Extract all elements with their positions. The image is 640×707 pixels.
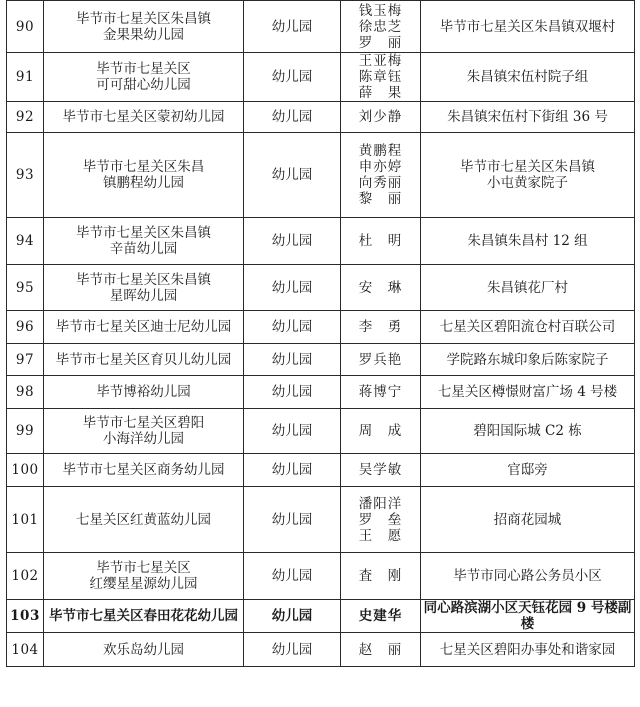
row-number-cell: 104 — [7, 633, 44, 667]
address-cell — [421, 409, 635, 454]
kindergarten-name-cell — [44, 454, 244, 487]
principal-name: 周 成 — [358, 423, 403, 439]
address-cell — [421, 218, 635, 265]
row-number-cell: 96 — [7, 311, 44, 344]
table-row — [7, 454, 635, 487]
address-cell — [421, 265, 635, 311]
school-type-cell: 幼儿园 — [244, 376, 341, 409]
principal-name: 史建华 — [358, 608, 403, 624]
row-number-cell: 94 — [7, 218, 44, 265]
kindergarten-name-line: 毕节市七星关区朱昌镇 — [76, 10, 211, 27]
principal-cell — [341, 454, 421, 487]
kindergarten-name-line: 毕节市七星关区朱昌镇 — [76, 225, 211, 241]
principal-cell — [341, 487, 421, 553]
kindergarten-name-line: 镇鹏程幼儿园 — [103, 175, 184, 191]
kindergarten-name-line: 毕节市七星关区育贝儿幼儿园 — [55, 351, 232, 368]
kindergarten-name-cell — [44, 553, 244, 600]
principal-name: 罗 垒 — [358, 511, 403, 528]
address-line: 官邸旁 — [507, 462, 548, 478]
school-type-cell: 幼儿园 — [244, 102, 341, 133]
kindergarten-name-line: 毕节市七星关区 — [96, 61, 191, 77]
address-line: 碧阳国际城 C2 栋 — [473, 423, 582, 439]
principal-cell — [341, 133, 421, 218]
school-type-cell: 幼儿园 — [244, 53, 341, 102]
table-row — [7, 1, 635, 53]
principal-name: 向秀丽 — [358, 175, 403, 191]
address-cell — [421, 311, 635, 344]
kindergarten-name-line: 可可甜心幼儿园 — [96, 77, 191, 93]
address-line: 毕节市七星关区朱昌镇 — [460, 159, 595, 175]
address-line: 朱昌镇朱昌村 12 组 — [467, 233, 588, 249]
kindergarten-name-line: 金果果幼儿园 — [103, 26, 184, 43]
kindergarten-name-cell — [44, 1, 244, 53]
principal-name: 薛 果 — [358, 85, 403, 101]
principal-cell — [341, 311, 421, 344]
principal-name: 王亚梅 — [358, 53, 403, 69]
kindergarten-name-line: 毕节市七星关区 — [96, 560, 191, 576]
principal-cell — [341, 409, 421, 454]
row-number-cell: 101 — [7, 487, 44, 553]
table-row — [7, 344, 635, 376]
address-line: 七星关区碧阳办事处和谐家园 — [439, 641, 616, 658]
principal-cell — [341, 344, 421, 376]
address-cell — [421, 344, 635, 376]
kindergarten-name-cell — [44, 487, 244, 553]
address-line: 同心路滨湖小区天钰花园 9 号楼副楼 — [423, 600, 632, 632]
row-number-cell: 98 — [7, 376, 44, 409]
kindergarten-name-cell — [44, 376, 244, 409]
kindergarten-name-line: 星晖幼儿园 — [109, 287, 178, 304]
row-number-cell: 91 — [7, 53, 44, 102]
table-row — [7, 218, 635, 265]
kindergarten-name-cell — [44, 344, 244, 376]
address-line: 七星关区碧阳流仓村百联公司 — [439, 319, 616, 335]
principal-cell — [341, 102, 421, 133]
kindergarten-name-cell — [44, 133, 244, 218]
school-type-cell: 幼儿园 — [244, 311, 341, 344]
row-number-cell: 103 — [7, 600, 44, 633]
principal-name: 査 刚 — [358, 568, 403, 584]
school-type-cell: 幼儿园 — [244, 553, 341, 600]
address-line: 七星关区樽憬财富广场 4 号楼 — [437, 384, 618, 400]
kindergarten-name-line: 毕节市七星关区碧阳 — [82, 415, 205, 431]
kindergarten-name-line: 毕节市七星关区朱昌 — [82, 159, 205, 175]
principal-cell — [341, 1, 421, 53]
row-number-cell: 95 — [7, 265, 44, 311]
table-row — [7, 133, 635, 218]
address-line: 毕节市同心路公务员小区 — [453, 568, 602, 584]
school-type-cell: 幼儿园 — [244, 1, 341, 53]
address-cell — [421, 53, 635, 102]
kindergarten-name-cell — [44, 311, 244, 344]
table-row — [7, 102, 635, 133]
row-number-cell: 90 — [7, 1, 44, 53]
kindergarten-name-line: 毕节市七星关区春田花花幼儿园 — [49, 608, 238, 624]
principal-name: 蒋博宁 — [358, 384, 403, 400]
address-line: 招商花园城 — [493, 511, 562, 528]
row-number-cell: 97 — [7, 344, 44, 376]
principal-name: 刘少静 — [358, 109, 403, 125]
kindergarten-name-line: 七星关区红黄蓝幼儿园 — [76, 511, 211, 528]
kindergarten-name-line: 毕节市七星关区蒙初幼儿园 — [62, 109, 225, 125]
row-number-cell: 99 — [7, 409, 44, 454]
principal-cell — [341, 553, 421, 600]
principal-cell — [341, 600, 421, 633]
principal-name: 李 勇 — [358, 319, 403, 335]
table-row — [7, 633, 635, 667]
address-cell — [421, 600, 635, 633]
principal-name: 潘阳洋 — [358, 495, 403, 512]
principal-name: 陈章钰 — [358, 69, 403, 85]
address-cell — [421, 133, 635, 218]
table-row — [7, 600, 635, 633]
kindergarten-name-line: 毕节市七星关区朱昌镇 — [76, 271, 211, 288]
principal-cell — [341, 633, 421, 667]
school-type-cell: 幼儿园 — [244, 409, 341, 454]
kindergarten-name-line: 欢乐岛幼儿园 — [103, 641, 184, 658]
kindergarten-name-cell — [44, 53, 244, 102]
kindergarten-table — [6, 0, 635, 667]
address-cell — [421, 487, 635, 553]
table-row — [7, 53, 635, 102]
principal-cell — [341, 53, 421, 102]
address-cell — [421, 376, 635, 409]
address-cell — [421, 102, 635, 133]
row-number-cell: 100 — [7, 454, 44, 487]
principal-cell — [341, 376, 421, 409]
school-type-cell: 幼儿园 — [244, 600, 341, 633]
principal-name: 安 琳 — [358, 279, 403, 296]
principal-name: 徐忠芝 — [358, 18, 403, 35]
kindergarten-name-line: 红缨星星源幼儿园 — [89, 576, 198, 592]
address-cell — [421, 553, 635, 600]
table-row — [7, 409, 635, 454]
school-type-cell: 幼儿园 — [244, 218, 341, 265]
school-type-cell: 幼儿园 — [244, 133, 341, 218]
school-type-cell: 幼儿园 — [244, 633, 341, 667]
kindergarten-name-cell — [44, 218, 244, 265]
row-number-cell: 92 — [7, 102, 44, 133]
school-type-cell: 幼儿园 — [244, 454, 341, 487]
row-number-cell: 93 — [7, 133, 44, 218]
principal-cell — [341, 265, 421, 311]
kindergarten-name-line: 小海洋幼儿园 — [103, 431, 184, 447]
address-line: 朱昌镇宋伍村院子组 — [466, 69, 589, 85]
principal-name: 钱玉梅 — [358, 2, 403, 19]
school-type-cell: 幼儿园 — [244, 265, 341, 311]
table-row — [7, 265, 635, 311]
table-row — [7, 311, 635, 344]
principal-name: 罗兵艳 — [358, 351, 403, 368]
school-type-cell: 幼儿园 — [244, 487, 341, 553]
kindergarten-name-cell — [44, 409, 244, 454]
address-line: 朱昌镇宋伍村下街组 36 号 — [447, 109, 608, 125]
principal-name: 罗 丽 — [358, 34, 403, 51]
principal-cell — [341, 218, 421, 265]
kindergarten-name-cell — [44, 102, 244, 133]
principal-name: 黎 丽 — [358, 191, 403, 207]
principal-name: 赵 丽 — [358, 641, 403, 658]
table-row — [7, 487, 635, 553]
address-line: 小屯黄家院子 — [487, 175, 568, 191]
kindergarten-name-cell — [44, 265, 244, 311]
kindergarten-name-line: 毕节市七星关区商务幼儿园 — [62, 462, 225, 478]
table-row — [7, 376, 635, 409]
address-cell — [421, 633, 635, 667]
address-cell — [421, 454, 635, 487]
table-row — [7, 553, 635, 600]
principal-name: 吴学敏 — [358, 462, 403, 478]
address-line: 毕节市七星关区朱昌镇双堰村 — [439, 18, 616, 35]
kindergarten-name-cell — [44, 633, 244, 667]
address-line: 学院路东城印象后陈家院子 — [446, 351, 609, 368]
kindergarten-name-cell — [44, 600, 244, 633]
kindergarten-name-line: 辛苗幼儿园 — [109, 241, 178, 257]
principal-name: 申亦婷 — [358, 159, 403, 175]
kindergarten-name-line: 毕节市七星关区迪士尼幼儿园 — [55, 319, 232, 335]
address-cell — [421, 1, 635, 53]
kindergarten-name-line: 毕节博裕幼儿园 — [96, 384, 191, 400]
principal-name: 杜 明 — [358, 233, 403, 249]
table-body — [7, 1, 635, 667]
principal-name: 王 愿 — [358, 527, 403, 544]
principal-name: 黄鹏程 — [358, 143, 403, 159]
row-number-cell: 102 — [7, 553, 44, 600]
address-line: 朱昌镇花厂村 — [487, 279, 568, 296]
school-type-cell: 幼儿园 — [244, 344, 341, 376]
